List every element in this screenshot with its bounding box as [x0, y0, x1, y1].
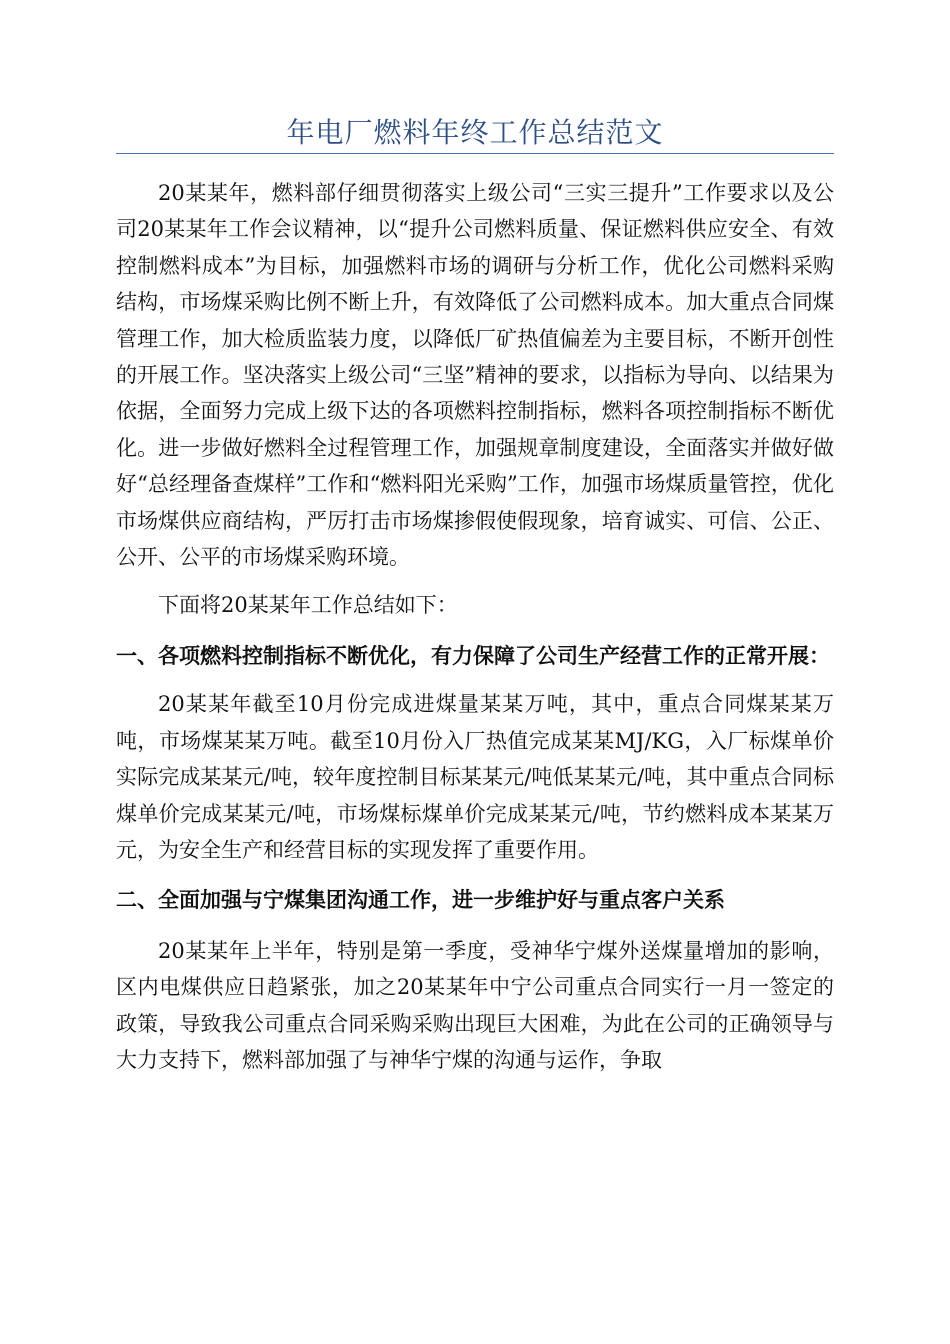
paragraph-section-2: 20某某年上半年，特别是第一季度，受神华宁煤外送煤量增加的影响，区内电煤供应日趋紧张，加之20某某年中宁公司重点合同实行一月一签定的政策，导致我公司重点合同采购采购出现巨大困难，为此在公司的正确领导与大力支持下，燃料部加强了与神华宁煤的沟通与运作，争取 [116, 938, 834, 1072]
paragraph-intro: 下面将20某某年工作总结如下： [158, 593, 458, 618]
section-heading-1: 一、各项燃料控制指标不断优化，有力保障了公司生产经营工作的正常开展： [116, 643, 830, 668]
title-underline [116, 153, 834, 154]
document-body [116, 175, 834, 1078]
paragraph-overview: 20某某年，燃料部仔细贯彻落实上级公司“三实三提升”工作要求以及公司20某某年工作会议精神，以“提升公司燃料质量、保证燃料供应安全、有效控制燃料成本”为目标，加强燃料市场的调研与分析工作，优化公司燃料采购结构，市场煤采购比例不断上升，有效降低了公司燃料成本。加大重点合同煤管理工作，加大检质监装力度，以降低厂矿热值偏差为主要目标，不断开创性的开展工作。坚决落实上级公司“三坚”精神的要求，以指标为导向、以结果为依据，全面努力完成上级下达的各项燃料控制指标，燃料各项控制指标不断优化。进一步做好燃料全过程管理工作，加强规章制度建设，全面落实并做好做好“总经理备查煤样”工作和“燃料阳光采购”工作，加强市场煤质量管控，优化市场煤供应商结构，严厉打击市场煤掺假使假现象，培育诚实、可信、公正、公开、公平的市场煤采购环境。 [116, 181, 834, 570]
document-title: 年电厂燃料年终工作总结范文 [286, 116, 664, 149]
section-heading-2: 二、全面加强与宁煤集团沟通工作，进一步维护好与重点客户关系 [116, 888, 725, 913]
paragraph-section-1: 20某某年截至10月份完成进煤量某某万吨，其中，重点合同煤某某万吨，市场煤某某万吨。截至10月份入厂热值完成某某MJ/KG，入厂标煤单价实际完成某某元/吨，较年度控制目标某某元/吨低某某元/吨，其中重点合同标煤单价完成某某元/吨，市场煤标煤单价完成某某元/吨，节约燃料成本某某万元，为安全生产和经营目标的实现发挥了重要作用。 [116, 692, 834, 862]
